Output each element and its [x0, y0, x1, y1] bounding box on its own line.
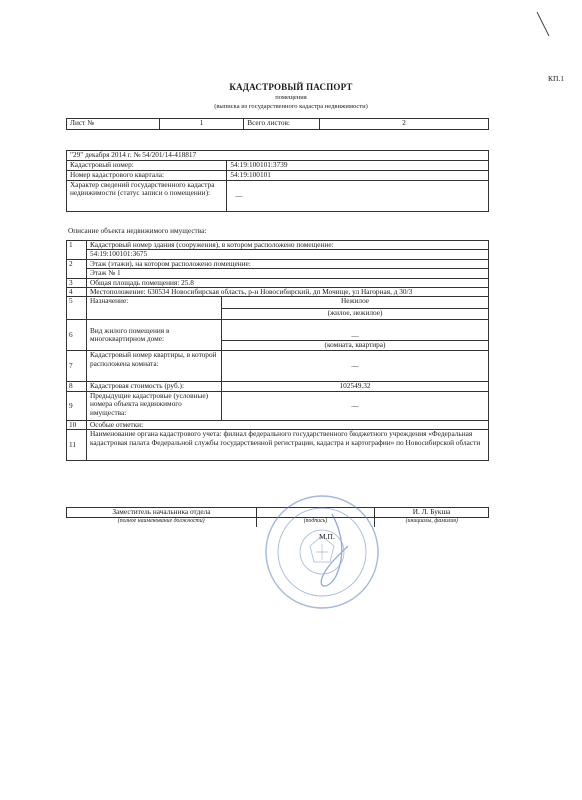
special-notes: Особые отметки: [87, 420, 489, 429]
previous-numbers-value: — [222, 391, 489, 420]
description-table [66, 240, 489, 461]
cadastral-number-value: 54:19:100101:3739 [227, 161, 489, 171]
row-number: 5 [67, 297, 87, 320]
document-subtitle: помещения [275, 94, 307, 101]
dwelling-type-hint: (комната, квартира) [222, 341, 489, 351]
dwelling-type-value: — [222, 320, 489, 341]
official-seal [262, 492, 382, 612]
official-name: И. Л. Букша [375, 508, 489, 518]
cadastral-cost-label: Кадастровая стоимость (руб.): [87, 382, 222, 391]
purpose-value: Нежилое [222, 297, 489, 309]
purpose-hint: (жилое, нежилое) [222, 308, 489, 320]
row-number: 10 [67, 420, 87, 429]
sheet-label: Лист № [67, 119, 160, 130]
name-caption: (инициалы, фамилия) [375, 518, 489, 528]
total-sheets-label: Всего листов: [244, 119, 320, 130]
description-title: Описание объекта недвижимого имущества: [68, 226, 207, 235]
building-number-label: Кадастровый номер здания (сооружения), в котором расположено помещение: [87, 241, 489, 250]
position-caption: (полное наименование должности) [67, 518, 257, 528]
previous-numbers-label: Предыдущие кадастровые (условные) номера объекта недвижимого имущества: [87, 391, 222, 420]
document-title: КАДАСТРОВЫЙ ПАСПОРТ [229, 82, 353, 92]
row-number: 8 [67, 382, 87, 391]
purpose-label: Назначение: [87, 297, 222, 320]
cadastral-number-label: Кадастровый номер: [67, 161, 227, 171]
row-number: 11 [67, 430, 87, 461]
total-sheets-value: 2 [320, 119, 489, 130]
apartment-number-value: — [222, 351, 489, 382]
floor-value: Этаж № 1 [87, 269, 489, 278]
quarter-value: 54:19:100101 [227, 171, 489, 181]
row-number: 9 [67, 391, 87, 420]
seal-place: М.П. [319, 532, 335, 541]
registration-authority: Наименование органа кадастрового учета: филиал федерального государственного бюджетного учреждения «Федеральная кадастровая палата Федеральной службы государственной регистрации, кадастра и картографии» по Новосибирской области [87, 430, 489, 461]
status-label: Характер сведений государственного кадастра недвижимости (статус записи о помещении): [67, 181, 227, 212]
document-date: "29" декабря 2014 г. № 54/201/14-418817 [67, 151, 489, 161]
row-number: 2 [67, 259, 87, 278]
sheet-value: 1 [159, 119, 243, 130]
quarter-label: Номер кадастрового квартала: [67, 171, 227, 181]
building-number-value: 54:19:100101:3675 [87, 250, 489, 259]
form-code: КП.1 [547, 74, 564, 83]
row-number: 7 [67, 351, 87, 382]
status-value: — [227, 181, 489, 212]
document-subtitle-extract: (выписка из государственного кадастра недвижимости) [214, 103, 368, 110]
info-table [66, 150, 489, 212]
signature-caption: (подпись) [256, 518, 374, 528]
row-number: 4 [67, 287, 87, 296]
apartment-number-label: Кадастровый номер квартиры, в которой расположена комната: [87, 351, 222, 382]
floor-label: Этаж (этажи), на котором расположено помещение: [87, 259, 489, 268]
row-number: 3 [67, 278, 87, 287]
location-text: Местоположение: 630534 Новосибирская область, р-н Новосибирский, дп Мочище, ул Нагорная, д 30/3 [87, 287, 489, 296]
area-text: Общая площадь помещения: 25.8 [87, 278, 489, 287]
dwelling-type-label: Вид жилого помещения в многоквартирном доме: [87, 320, 222, 351]
sheet-table [66, 118, 489, 130]
cadastral-cost-value: 102549.32 [222, 382, 489, 391]
official-position: Заместитель начальника отдела [67, 508, 257, 518]
row-number: 6 [67, 320, 87, 351]
pen-mark [535, 10, 555, 40]
row-number: 1 [67, 241, 87, 260]
